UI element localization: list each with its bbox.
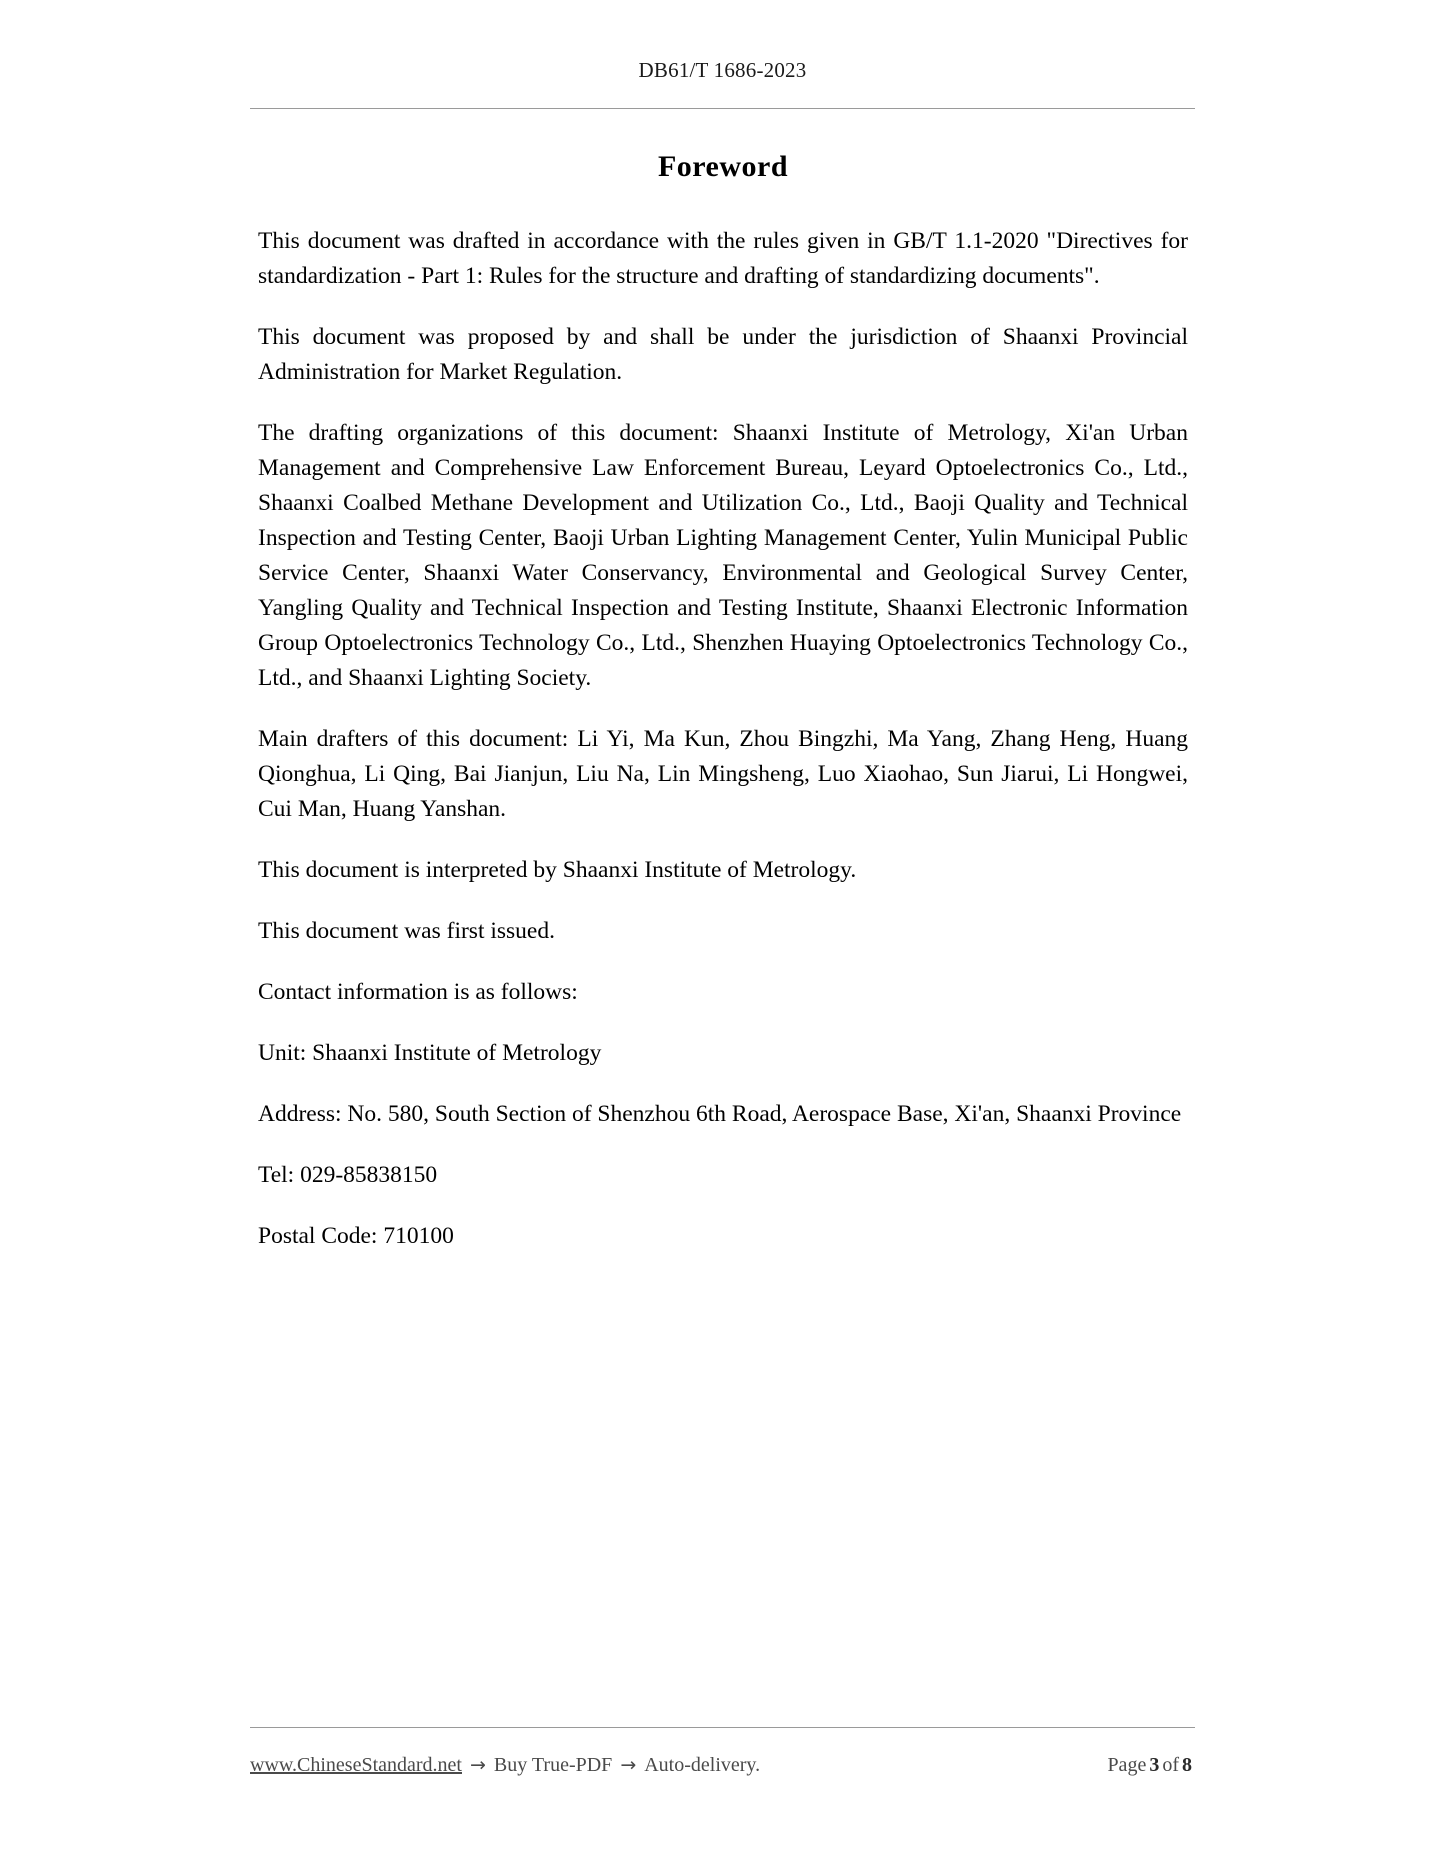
footer-divider: [250, 1727, 1195, 1728]
page-header: [250, 58, 1195, 83]
buy-pdf-text: Buy True-PDF: [493, 1753, 613, 1776]
paragraph-contact-intro: Contact information is as follows:: [258, 979, 578, 1005]
of-label: of: [1162, 1753, 1179, 1776]
page-total: 8: [1182, 1753, 1192, 1776]
website-link[interactable]: www.ChineseStandard.net: [250, 1753, 462, 1776]
paragraph-main-drafters: Main drafters of this document: Li Yi, Ma Kun, Zhou Bingzhi, Ma Yang, Zhang Heng, Huang Qionghua, Li Qing, Bai Jianjun, Liu Na, Lin Mingsheng, Luo Xiaohao, Sun Jiarui, Li Hongwei, Cui Man, Huang Yanshan.: [258, 726, 1188, 822]
page-title: Foreword: [657, 150, 789, 183]
page-indicator: [1107, 1754, 1195, 1777]
paragraph-proposer: This document was proposed by and shall be under the jurisdiction of Shaanxi Provincial Administration for Market Regulation.: [258, 324, 1188, 385]
paragraph-contact-tel: Tel: 029-85838150: [258, 1162, 438, 1188]
page-number: 3: [1149, 1753, 1160, 1776]
paragraph-contact-address: Address: No. 580, South Section of Shenzhou 6th Road, Aerospace Base, Xi'an, Shaanxi Province: [258, 1101, 1182, 1127]
paragraph-drafting-rules: This document was drafted in accordance with the rules given in GB/T 1.1-2020 "Directives for standardization - Part 1: Rules for the structure and drafting of standardizing documents".: [258, 228, 1188, 289]
document-body: [258, 150, 1188, 1254]
paragraph-first-issued: This document was first issued.: [258, 918, 555, 944]
page-label: Page: [1107, 1753, 1147, 1776]
paragraph-contact-postal-code: Postal Code: 710100: [258, 1223, 454, 1249]
page-footer: [250, 1748, 1195, 1782]
footer-promo: [250, 1754, 760, 1777]
standard-number: DB61/T 1686-2023: [638, 58, 807, 82]
arrow-right-icon-2: →: [620, 1753, 637, 1776]
paragraph-drafting-organizations: The drafting organizations of this document: Shaanxi Institute of Metrology, Xi'an Urban Management and Comprehensive Law Enforcement Bureau, Leyard Optoelectronics Co., Ltd., Shaanxi Coalbed Methane Development and Utilization Co., Ltd., Baoji Quality and Technical Inspection and Testing Center, Baoji Urban Lighting Management Center, Yulin Municipal Public Service Center, Shaanxi Water Conservancy, Environmental and Geological Survey Center, Yangling Quality and Technical Inspection and Testing Institute, Shaanxi Electronic Information Group Optoelectronics Technology Co., Ltd., Shenzhen Huaying Optoelectronics Technology Co., Ltd., and Shaanxi Lighting Society.: [258, 420, 1188, 691]
header-divider: [250, 108, 1195, 109]
auto-delivery-text: Auto-delivery.: [644, 1753, 761, 1776]
paragraph-interpretation: This document is interpreted by Shaanxi Institute of Metrology.: [258, 857, 857, 883]
paragraph-contact-unit: Unit: Shaanxi Institute of Metrology: [258, 1040, 602, 1066]
arrow-right-icon: →: [470, 1753, 486, 1776]
